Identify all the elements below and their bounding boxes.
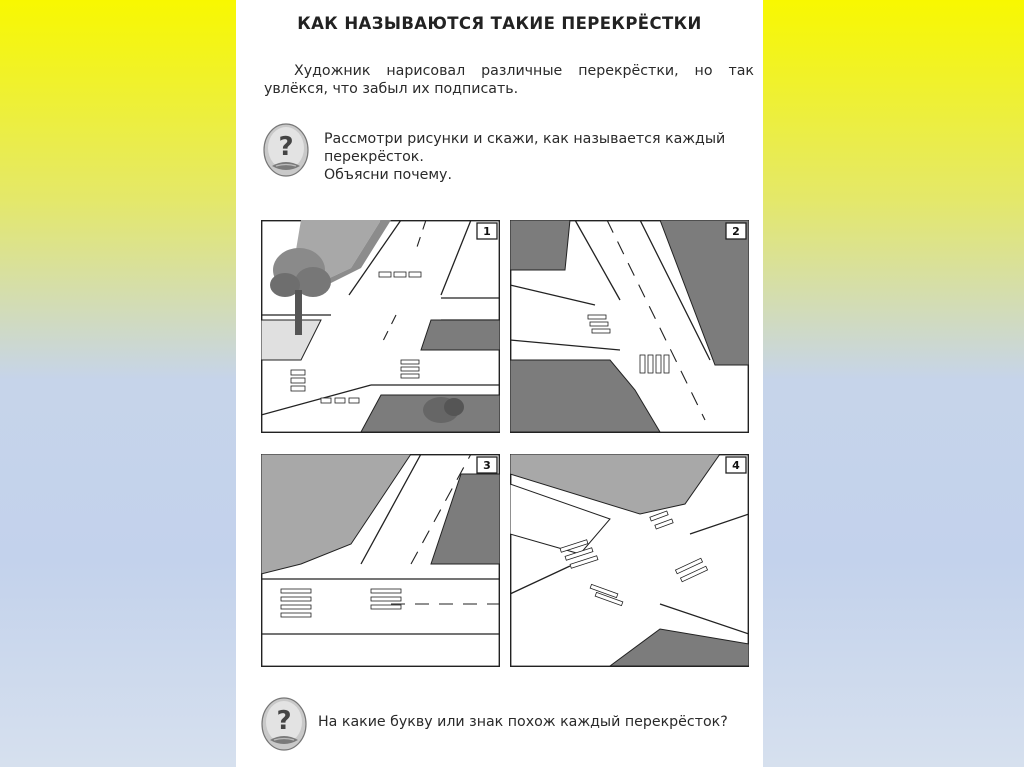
intersection-panel-4 (510, 454, 749, 667)
question-1-line: перекрёсток. (324, 149, 424, 165)
panel-number: 3 (483, 459, 491, 472)
svg-text:?: ? (278, 132, 294, 162)
question-mark-icon (260, 696, 308, 752)
intro-paragraph: Художник нарисовал различные перекрёстки, но так увлёкся, что забыл их подписать. (264, 63, 754, 97)
question-2-text: На какие букву или знак похож каждый перекрёсток? (318, 714, 728, 730)
question-1-text (324, 130, 754, 184)
panel-number: 1 (483, 225, 491, 238)
intersection-panel-2 (510, 220, 749, 433)
question-mark-icon (262, 122, 310, 178)
question-1-line: Рассмотри рисунки и скажи, как называется каждый (324, 131, 726, 147)
page-title: КАК НАЗЫВАЮТСЯ ТАКИЕ ПЕРЕКРЁСТКИ (297, 14, 702, 33)
intersection-panel-3 (261, 454, 500, 667)
panel-number: 4 (732, 459, 740, 472)
intersection-panel-1 (261, 220, 500, 433)
textbook-page (236, 0, 763, 767)
svg-text:?: ? (276, 706, 292, 736)
question-1-line: Объясни почему. (324, 167, 452, 183)
panel-number: 2 (732, 225, 740, 238)
